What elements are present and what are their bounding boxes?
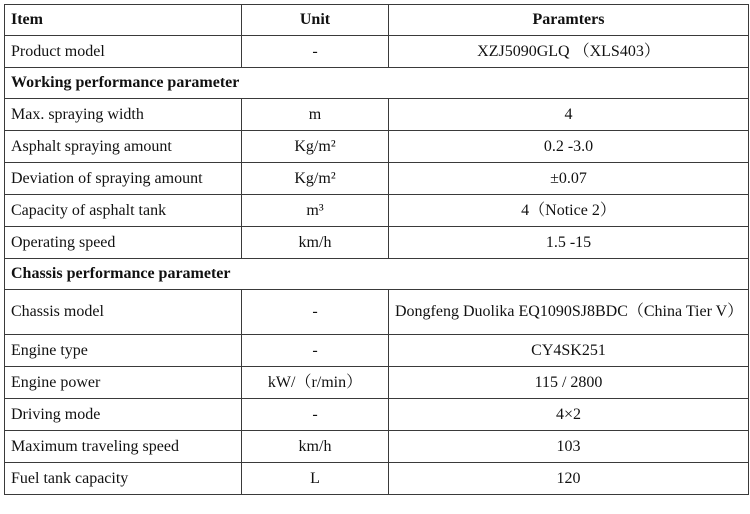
table-row [5,367,749,399]
row-value: Dongfeng Duolika EQ1090SJ8BDC（China Tier V） [389,290,749,335]
row-unit: kW/（r/min） [242,367,389,399]
row-name: Operating speed [5,227,242,259]
row-unit: - [242,36,389,68]
table-row [5,290,749,335]
row-unit: km/h [242,431,389,463]
table-row [5,227,749,259]
table-row [5,36,749,68]
table-row [5,399,749,431]
row-unit: Kg/m² [242,131,389,163]
row-unit: L [242,463,389,495]
row-value: 103 [389,431,749,463]
header-row [5,5,749,36]
section-title: Chassis performance parameter [5,259,749,290]
row-name: Asphalt spraying amount [5,131,242,163]
row-name: Maximum traveling speed [5,431,242,463]
row-value: 4（Notice 2） [389,195,749,227]
row-unit: - [242,335,389,367]
row-name: Max. spraying width [5,99,242,131]
row-name: Engine power [5,367,242,399]
row-value: 4 [389,99,749,131]
table-row [5,335,749,367]
table-row [5,99,749,131]
row-name: Fuel tank capacity [5,463,242,495]
row-name: Engine type [5,335,242,367]
row-name: Deviation of spraying amount [5,163,242,195]
section-title: Working performance parameter [5,68,749,99]
section-header-working [5,68,749,99]
row-value: 1.5 -15 [389,227,749,259]
row-unit: m³ [242,195,389,227]
section-header-chassis [5,259,749,290]
row-unit: - [242,290,389,335]
table-row [5,195,749,227]
table-row [5,163,749,195]
row-name: Capacity of asphalt tank [5,195,242,227]
row-value: 115 / 2800 [389,367,749,399]
header-parameters: Paramters [389,5,749,36]
row-value: ±0.07 [389,163,749,195]
row-unit: m [242,99,389,131]
header-unit: Unit [242,5,389,36]
row-value: XZJ5090GLQ （XLS403） [389,36,749,68]
row-name: Chassis model [5,290,242,335]
row-value: 120 [389,463,749,495]
row-value: CY4SK251 [389,335,749,367]
row-name: Driving mode [5,399,242,431]
table-row [5,431,749,463]
table-row [5,131,749,163]
row-unit: - [242,399,389,431]
row-name: Product model [5,36,242,68]
spec-table [4,4,749,495]
row-unit: Kg/m² [242,163,389,195]
header-item: Item [5,5,242,36]
table-row [5,463,749,495]
row-value: 4×2 [389,399,749,431]
row-value: 0.2 -3.0 [389,131,749,163]
row-unit: km/h [242,227,389,259]
